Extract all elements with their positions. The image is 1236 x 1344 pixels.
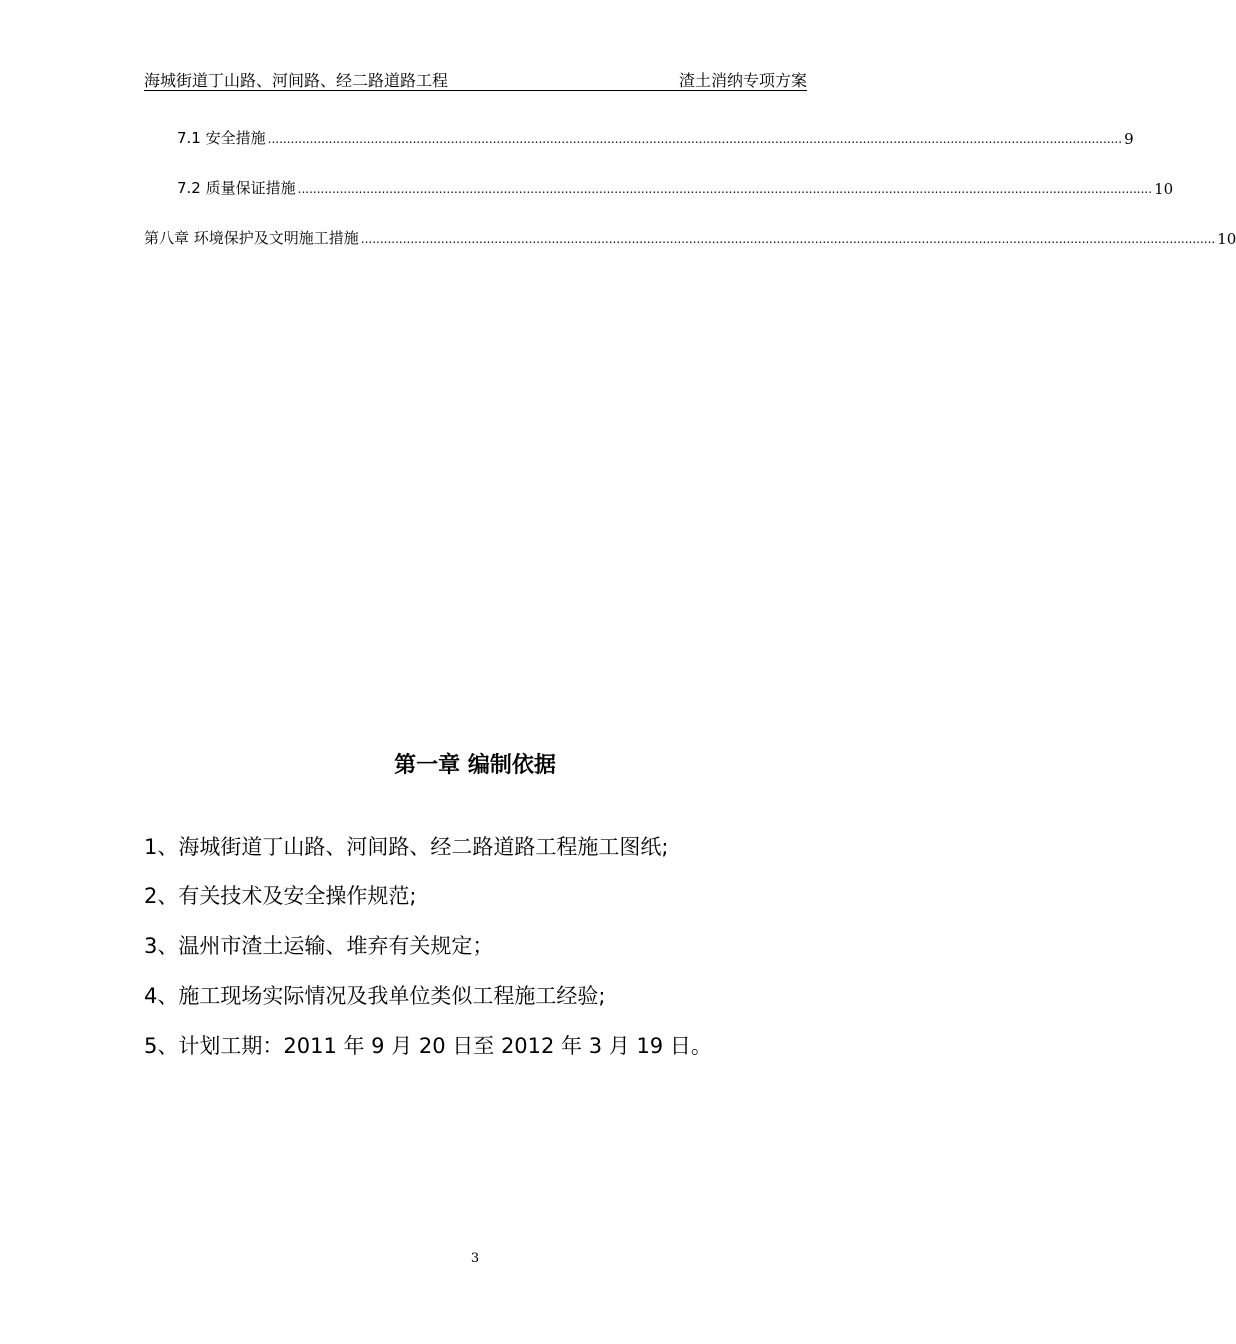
header-project-name: 海城街道丁山路、河间路、经二路道路工程 (144, 71, 449, 90)
toc-entry-page: 9 (1124, 130, 1134, 148)
basis-item-1: 1、海城街道丁山路、河间路、经二路道路工程施工图纸; (144, 835, 669, 859)
basis-item-5: 5、计划工期：2011 年 9 月 20 日至 2012 年 3 月 19 日。 (144, 1034, 712, 1058)
toc-entry-7-1[interactable] (177, 126, 1134, 148)
toc-leader-dots: ................................................................................................................................................................................................................................ (360, 232, 1216, 246)
basis-item-2: 2、有关技术及安全操作规范; (144, 884, 417, 908)
toc-entry-title: 第八章 环境保护及文明施工措施 (144, 229, 359, 247)
toc-leader-dots: ................................................................................................................................................................................................................................ (267, 132, 1123, 146)
basis-item-4: 4、施工现场实际情况及我单位类似工程施工经验; (144, 984, 606, 1008)
toc-entry-page: 10 (1217, 230, 1236, 248)
toc-entry-page: 10 (1154, 180, 1174, 198)
toc-entry-7-2[interactable] (177, 176, 1174, 198)
page-header (144, 68, 807, 91)
toc-entry-chapter-8[interactable] (144, 226, 1236, 248)
basis-item-3: 3、温州市渣土运输、堆弃有关规定； (144, 934, 494, 958)
toc-entry-title: 7.1 安全措施 (177, 129, 266, 147)
page-number: 3 (470, 1251, 480, 1266)
chapter-title: 第一章 编制依据 (394, 753, 556, 778)
header-document-name: 渣土消纳专项方案 (678, 71, 807, 90)
toc-entry-title: 7.2 质量保证措施 (177, 179, 296, 197)
toc-leader-dots: ................................................................................................................................................................................................................................ (297, 182, 1153, 196)
